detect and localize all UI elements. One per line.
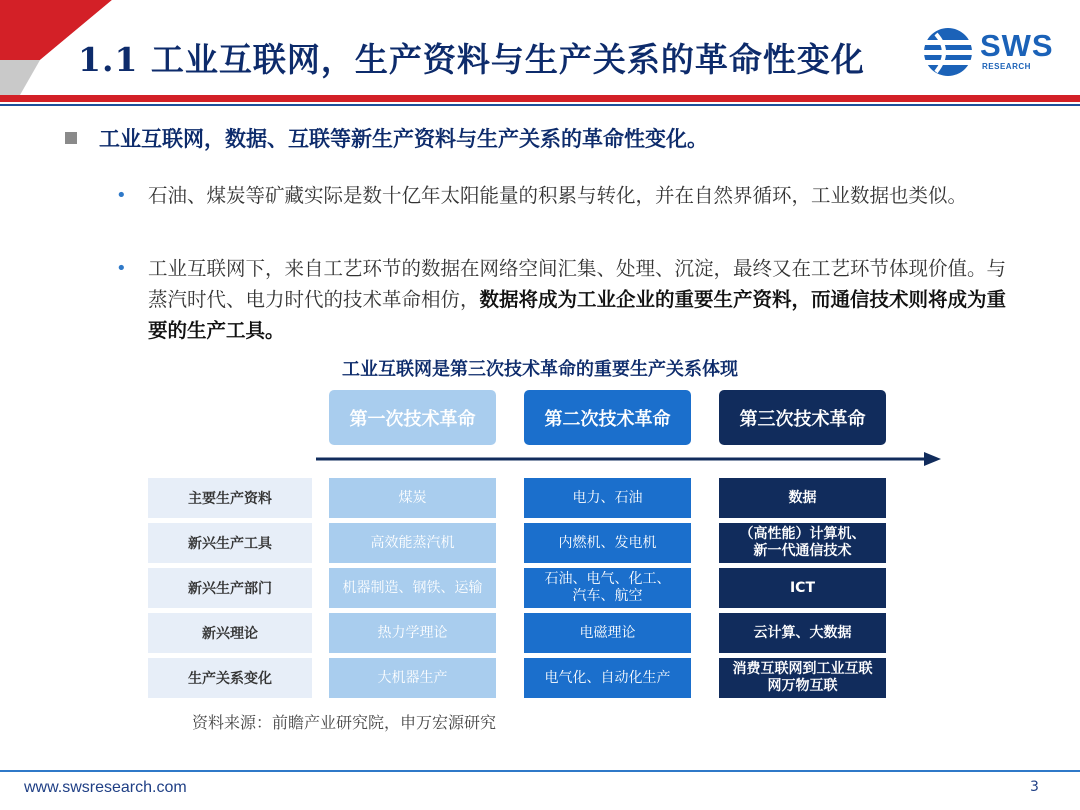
table-cell: （高性能）计算机、新一代通信技术 <box>719 523 886 563</box>
dot-bullet-icon: • <box>116 258 127 279</box>
bullet-text: 石油、煤炭等矿藏实际是数十亿年太阳能量的积累与转化，并在自然界循环，工业数据也类似。 <box>148 184 968 207</box>
bullet-item <box>116 253 1018 346</box>
table-cell: 电磁理论 <box>524 613 691 653</box>
square-bullet-icon <box>65 132 77 144</box>
table-cell: ICT <box>719 568 886 608</box>
bullet-item <box>116 180 1018 211</box>
table-title: 工业互联网是第三次技术革命的重要生产关系体现 <box>342 359 738 380</box>
header-rule-red <box>0 95 1080 102</box>
timeline-arrow-icon <box>316 451 941 467</box>
row-label: 主要生产资料 <box>148 478 312 518</box>
sws-logo <box>922 28 1062 78</box>
column-header-third-revolution: 第三次技术革命 <box>719 390 886 445</box>
table-cell: 消费互联网到工业互联网万物互联 <box>719 658 886 698</box>
table-cell: 云计算、大数据 <box>719 613 886 653</box>
table-cell: 高效能蒸汽机 <box>329 523 496 563</box>
table-cell: 机器制造、钢铁、运输 <box>329 568 496 608</box>
row-label: 新兴理论 <box>148 613 312 653</box>
table-cell: 电气化、自动化生产 <box>524 658 691 698</box>
table-cell: 热力学理论 <box>329 613 496 653</box>
source-note: 资料来源：前瞻产业研究院，申万宏源研究 <box>192 713 497 732</box>
page-number: 3 <box>1030 779 1039 795</box>
table-cell: 石油、电气、化工、汽车、航空 <box>524 568 691 608</box>
row-label: 新兴生产部门 <box>148 568 312 608</box>
logo-text: SWS <box>980 28 1054 63</box>
table-cell: 内燃机、发电机 <box>524 523 691 563</box>
table-cell: 数据 <box>719 478 886 518</box>
row-label: 新兴生产工具 <box>148 523 312 563</box>
page-title: 1.1 工业互联网，生产资料与生产关系的革命性变化 <box>78 40 865 79</box>
logo-subtext: RESEARCH <box>982 62 1031 71</box>
table-cell: 大机器生产 <box>329 658 496 698</box>
row-label: 生产关系变化 <box>148 658 312 698</box>
table-cell: 电力、石油 <box>524 478 691 518</box>
bullet-text: 工业互联网下，来自工艺环节的数据在网络空间汇集、处理、沉淀，最终又在工艺环节体现价值。与蒸汽时代、电力时代的技术革命相仿， <box>148 257 1007 311</box>
dot-bullet-icon: • <box>116 185 127 206</box>
footer-rule <box>0 770 1080 772</box>
table-cell: 煤炭 <box>329 478 496 518</box>
lead-text: 工业互联网，数据、互联等新生产资料与生产关系的革命性变化。 <box>99 127 708 151</box>
bullet-bold-text: 数据将成为工业企业的重要生产资料，而通信技术则将成为重要的生产工具。 <box>148 288 1007 342</box>
footer-url[interactable]: www.swsresearch.com <box>24 779 187 796</box>
column-header-second-revolution: 第二次技术革命 <box>524 390 691 445</box>
column-header-first-revolution: 第一次技术革命 <box>329 390 496 445</box>
lead-statement <box>65 123 708 153</box>
header-rule-blue <box>0 104 1080 106</box>
sws-globe-icon <box>922 26 974 78</box>
